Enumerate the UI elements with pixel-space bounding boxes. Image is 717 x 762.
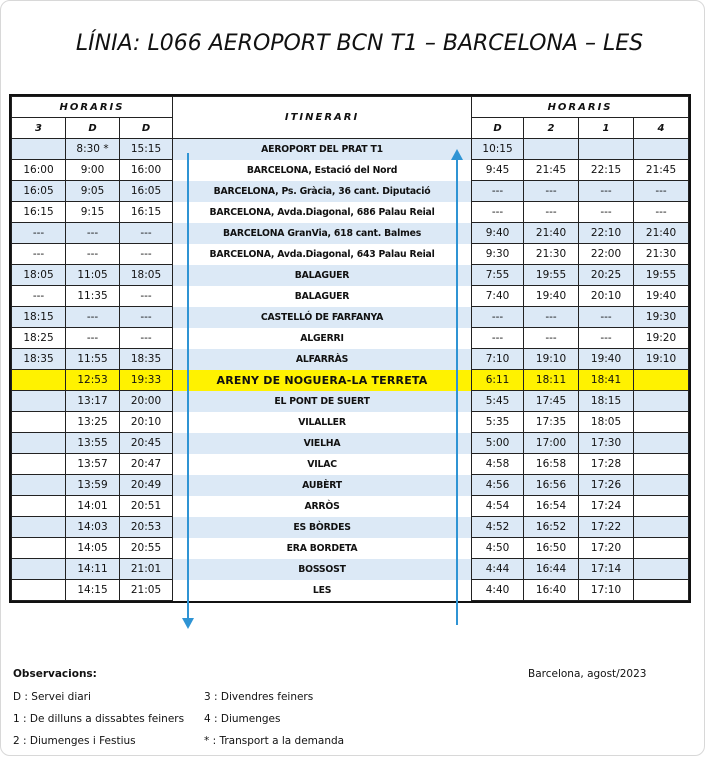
observations-heading: Observacions: (13, 668, 97, 680)
departure-time-return (634, 370, 689, 391)
timetable-row (12, 265, 689, 286)
stop-name: BARCELONA, Ps. Gràcia, 36 cant. Diputació (173, 181, 472, 202)
departure-time-return: 5:45 (472, 391, 524, 412)
departure-time-outbound: 14:03 (66, 517, 120, 538)
departure-time-return: 20:10 (579, 286, 634, 307)
departure-time-return (524, 139, 579, 160)
departure-time-return: 16:52 (524, 517, 579, 538)
stop-name: BALAGUER (173, 286, 472, 307)
observations (13, 668, 345, 747)
departure-time-outbound: 21:05 (120, 580, 173, 601)
departure-time-return (634, 538, 689, 559)
departure-time-return: 19:10 (524, 349, 579, 370)
departure-time-outbound (12, 433, 66, 454)
departure-time-return: 17:14 (579, 559, 634, 580)
stop-name: VILAC (173, 454, 472, 475)
note-item: 3 : Divendres feiners (204, 691, 314, 703)
departure-time-return: 21:45 (634, 160, 689, 181)
departure-time-outbound: --- (120, 307, 173, 328)
departure-time-return: 21:30 (524, 244, 579, 265)
departure-time-outbound: --- (120, 223, 173, 244)
departure-time-return (634, 391, 689, 412)
departure-time-return: 4:56 (472, 475, 524, 496)
departure-time-return: 22:00 (579, 244, 634, 265)
departure-time-return: 17:26 (579, 475, 634, 496)
timetable-row (12, 433, 689, 454)
departure-time-outbound: 8:30 * (66, 139, 120, 160)
departure-time-outbound: --- (66, 307, 120, 328)
departure-time-return: 22:15 (579, 160, 634, 181)
departure-time-outbound: 18:05 (12, 265, 66, 286)
timetable-row (12, 328, 689, 349)
departure-time-return: 16:56 (524, 475, 579, 496)
departure-time-outbound (12, 517, 66, 538)
departure-time-outbound: 11:35 (66, 286, 120, 307)
departure-time-return (634, 496, 689, 517)
departure-time-return: 19:40 (579, 349, 634, 370)
departure-time-return: --- (472, 307, 524, 328)
departure-time-outbound: 14:11 (66, 559, 120, 580)
departure-time-outbound: 14:01 (66, 496, 120, 517)
departure-time-outbound: 18:25 (12, 328, 66, 349)
departure-time-outbound: 13:17 (66, 391, 120, 412)
timetable-row (12, 412, 689, 433)
departure-time-outbound: 20:53 (120, 517, 173, 538)
departure-time-return: --- (634, 202, 689, 223)
stop-name: EL PONT DE SUERT (173, 391, 472, 412)
departure-time-outbound (12, 475, 66, 496)
stop-name: LES (173, 580, 472, 601)
departure-time-return (579, 139, 634, 160)
departure-time-return: 7:40 (472, 286, 524, 307)
departure-time-outbound: 20:55 (120, 538, 173, 559)
departure-time-return: 18:41 (579, 370, 634, 391)
departure-time-return: 16:44 (524, 559, 579, 580)
departure-time-return: --- (524, 202, 579, 223)
stop-name: AUBÈRT (173, 475, 472, 496)
departure-time-return: 21:30 (634, 244, 689, 265)
departure-time-outbound (12, 538, 66, 559)
departure-time-outbound (12, 412, 66, 433)
departure-time-outbound: 9:15 (66, 202, 120, 223)
departure-time-outbound (12, 391, 66, 412)
timetable-row (12, 139, 689, 160)
timetable-row (12, 349, 689, 370)
departure-time-return (634, 580, 689, 601)
departure-time-outbound: 13:55 (66, 433, 120, 454)
departure-time-return (634, 139, 689, 160)
departure-time-outbound (12, 139, 66, 160)
stop-name: ERA BORDETA (173, 538, 472, 559)
departure-time-return: 17:24 (579, 496, 634, 517)
departure-time-return: 9:45 (472, 160, 524, 181)
departure-time-outbound (12, 496, 66, 517)
departure-time-outbound: 13:59 (66, 475, 120, 496)
departure-time-outbound: 18:05 (120, 265, 173, 286)
departure-time-outbound: 20:51 (120, 496, 173, 517)
departure-time-return: 18:11 (524, 370, 579, 391)
stop-name: VILALLER (173, 412, 472, 433)
departure-time-outbound: 16:15 (12, 202, 66, 223)
departure-time-return: 4:50 (472, 538, 524, 559)
stop-name: ES BÒRDES (173, 517, 472, 538)
departure-time-return: --- (472, 328, 524, 349)
departure-time-return: 17:30 (579, 433, 634, 454)
departure-time-outbound: --- (12, 286, 66, 307)
departure-time-return (634, 517, 689, 538)
col-header-right: D (472, 118, 524, 139)
note-item: 1 : De dilluns a dissabtes feiners (13, 713, 185, 725)
timetable-row (12, 475, 689, 496)
departure-time-return: 6:11 (472, 370, 524, 391)
departure-time-outbound (12, 559, 66, 580)
departure-time-return: 16:54 (524, 496, 579, 517)
stop-name: CASTELLÓ DE FARFANYA (173, 307, 472, 328)
col-header-left: D (66, 118, 120, 139)
horaris-right-header: HORARIS (472, 97, 689, 118)
departure-time-return: 17:20 (579, 538, 634, 559)
departure-time-return: 7:10 (472, 349, 524, 370)
return-direction-arrow-icon (456, 159, 458, 625)
stop-name: VIELHA (173, 433, 472, 454)
note-item: * : Transport a la demanda (204, 735, 345, 747)
departure-time-return: 19:40 (634, 286, 689, 307)
departure-time-return: --- (524, 307, 579, 328)
departure-time-outbound: 19:33 (120, 370, 173, 391)
departure-time-outbound: 20:45 (120, 433, 173, 454)
timetable-row (12, 286, 689, 307)
horaris-left-header: HORARIS (12, 97, 173, 118)
departure-time-return: 7:55 (472, 265, 524, 286)
departure-time-return: --- (579, 328, 634, 349)
departure-time-return: 17:35 (524, 412, 579, 433)
departure-time-outbound: --- (66, 223, 120, 244)
departure-time-outbound: --- (66, 244, 120, 265)
departure-time-return: 16:58 (524, 454, 579, 475)
departure-time-outbound: 20:00 (120, 391, 173, 412)
departure-time-return: --- (634, 181, 689, 202)
departure-time-outbound: 14:05 (66, 538, 120, 559)
timetable-row (12, 181, 689, 202)
departure-time-return: 4:52 (472, 517, 524, 538)
timetable-row (12, 244, 689, 265)
departure-time-return: --- (472, 202, 524, 223)
timetable-body (12, 139, 689, 601)
departure-time-return: 9:30 (472, 244, 524, 265)
departure-time-return: --- (579, 202, 634, 223)
departure-time-return: 19:10 (634, 349, 689, 370)
departure-time-return: 18:15 (579, 391, 634, 412)
departure-time-return: 16:40 (524, 580, 579, 601)
timetable-row (12, 538, 689, 559)
departure-time-outbound: 12:53 (66, 370, 120, 391)
stop-name: BARCELONA, Estació del Nord (173, 160, 472, 181)
departure-time-return: --- (472, 181, 524, 202)
departure-time-return: 17:10 (579, 580, 634, 601)
departure-time-outbound (12, 580, 66, 601)
note-item: D : Servei diari (13, 691, 91, 703)
departure-time-outbound: 11:55 (66, 349, 120, 370)
timetable (11, 96, 689, 601)
departure-time-outbound: 16:05 (12, 181, 66, 202)
departure-time-outbound: 16:05 (120, 181, 173, 202)
timetable-row (12, 307, 689, 328)
departure-time-return: 18:05 (579, 412, 634, 433)
page-title: LÍNIA: L066 AEROPORT BCN T1 – BARCELONA – LES (75, 31, 644, 56)
stop-name: BARCELONA GranVia, 618 cant. Balmes (173, 223, 472, 244)
departure-time-outbound: --- (120, 244, 173, 265)
departure-time-return (634, 412, 689, 433)
timetable-row (12, 160, 689, 181)
col-header-left: 3 (12, 118, 66, 139)
departure-time-outbound: --- (120, 286, 173, 307)
departure-time-return: 19:40 (524, 286, 579, 307)
departure-time-return: 21:40 (634, 223, 689, 244)
departure-time-outbound: 21:01 (120, 559, 173, 580)
departure-time-return: 10:15 (472, 139, 524, 160)
departure-time-return: 4:40 (472, 580, 524, 601)
departure-time-return: --- (524, 181, 579, 202)
departure-time-return (634, 475, 689, 496)
departure-time-outbound: 20:10 (120, 412, 173, 433)
place-date: Barcelona, agost/2023 (528, 668, 647, 680)
departure-time-return: 22:10 (579, 223, 634, 244)
stop-name: BOSSOST (173, 559, 472, 580)
col-header-right: 1 (579, 118, 634, 139)
departure-time-return: 4:58 (472, 454, 524, 475)
departure-time-outbound: 20:47 (120, 454, 173, 475)
stop-name: BALAGUER (173, 265, 472, 286)
departure-time-outbound: --- (12, 244, 66, 265)
stop-name: ARENY DE NOGUERA-LA TERRETA (173, 370, 472, 391)
departure-time-outbound: 9:05 (66, 181, 120, 202)
observations-column-1 (13, 690, 184, 756)
departure-time-outbound: 14:15 (66, 580, 120, 601)
stop-name: ALFARRÀS (173, 349, 472, 370)
departure-time-outbound: 18:35 (12, 349, 66, 370)
timetable-row (12, 454, 689, 475)
departure-time-outbound: 18:35 (120, 349, 173, 370)
stop-name: BARCELONA, Avda.Diagonal, 643 Palau Reial (173, 244, 472, 265)
departure-time-return: 4:44 (472, 559, 524, 580)
departure-time-return: 17:45 (524, 391, 579, 412)
timetable-row (12, 391, 689, 412)
timetable-row (12, 517, 689, 538)
departure-time-return: 4:54 (472, 496, 524, 517)
col-header-right: 2 (524, 118, 579, 139)
departure-time-outbound: 9:00 (66, 160, 120, 181)
col-header-left: D (120, 118, 173, 139)
departure-time-return: 19:55 (634, 265, 689, 286)
departure-time-outbound: 16:15 (120, 202, 173, 223)
itinerari-header: ITINERARI (173, 97, 472, 139)
timetable-row (12, 580, 689, 601)
departure-time-return: 19:55 (524, 265, 579, 286)
departure-time-outbound: 15:15 (120, 139, 173, 160)
departure-time-outbound: 13:25 (66, 412, 120, 433)
departure-time-return: 17:22 (579, 517, 634, 538)
departure-time-outbound: 20:49 (120, 475, 173, 496)
departure-time-outbound (12, 454, 66, 475)
departure-time-return: --- (579, 307, 634, 328)
departure-time-outbound: --- (12, 223, 66, 244)
departure-time-return: 19:20 (634, 328, 689, 349)
departure-time-outbound: --- (66, 328, 120, 349)
stop-name: ALGERRI (173, 328, 472, 349)
note-item: 2 : Diumenges i Festius (13, 735, 136, 747)
departure-time-outbound: 16:00 (12, 160, 66, 181)
stop-name: BARCELONA, Avda.Diagonal, 686 Palau Reial (173, 202, 472, 223)
departure-time-outbound: --- (120, 328, 173, 349)
departure-time-return (634, 454, 689, 475)
departure-time-outbound: 11:05 (66, 265, 120, 286)
timetable-row (12, 496, 689, 517)
timetable-row (12, 202, 689, 223)
observations-column-2 (204, 690, 344, 756)
departure-time-outbound (12, 370, 66, 391)
departure-time-return: 17:28 (579, 454, 634, 475)
departure-time-outbound: 18:15 (12, 307, 66, 328)
departure-time-outbound: 13:57 (66, 454, 120, 475)
departure-time-return: 20:25 (579, 265, 634, 286)
departure-time-return: 21:40 (524, 223, 579, 244)
departure-time-return: 17:00 (524, 433, 579, 454)
stop-name: ARRÒS (173, 496, 472, 517)
departure-time-return: 5:35 (472, 412, 524, 433)
departure-time-return (634, 559, 689, 580)
departure-time-return: 5:00 (472, 433, 524, 454)
stop-name: AEROPORT DEL PRAT T1 (173, 139, 472, 160)
outbound-direction-arrow-icon (187, 153, 189, 619)
departure-time-return: 16:50 (524, 538, 579, 559)
departure-time-return: --- (579, 181, 634, 202)
departure-time-return: 9:40 (472, 223, 524, 244)
departure-time-return: --- (524, 328, 579, 349)
timetable-row (12, 223, 689, 244)
departure-time-return (634, 433, 689, 454)
departure-time-return: 19:30 (634, 307, 689, 328)
departure-time-outbound: 16:00 (120, 160, 173, 181)
note-item: 4 : Diumenges (204, 713, 281, 725)
departure-time-return: 21:45 (524, 160, 579, 181)
timetable-row (12, 559, 689, 580)
timetable-row (12, 370, 689, 391)
col-header-right: 4 (634, 118, 689, 139)
